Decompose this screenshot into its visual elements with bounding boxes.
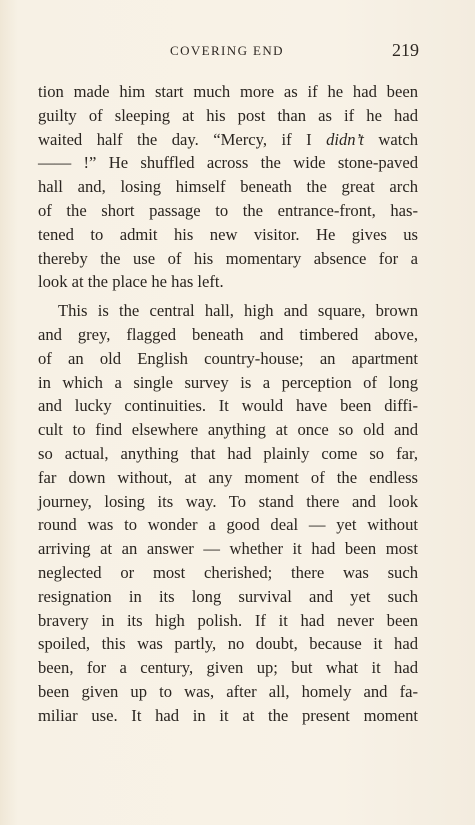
text-line: miliar use. It had in it at the present moment <box>38 705 418 725</box>
text-line: and grey, flagged beneath and timbered above, <box>38 324 418 344</box>
body-text <box>38 80 418 728</box>
text-line: been given up to was, after all, homely and fa- <box>38 681 418 701</box>
text-line: and lucky continuities. It would have been diffi- <box>38 396 418 416</box>
text-line: journey, losing its way. To stand there and look <box>38 491 418 511</box>
text-line: been, for a century, given up; but what it had <box>38 658 418 678</box>
text-line: far down without, at any moment of the endless <box>38 467 418 487</box>
text-line: round was to wonder a good deal — yet without <box>38 515 418 535</box>
text-line: so actual, anything that had plainly come so far, <box>38 443 418 463</box>
text-line: bravery in its high polish. If it had never been <box>38 610 418 630</box>
text-line: waited half the day. “Mercy, if I didn’t watch <box>38 129 418 149</box>
running-title: COVERING END <box>170 43 284 58</box>
text-line: resignation in its long survival and yet such <box>38 586 418 606</box>
text-line: of an old English country-house; an apartment <box>38 348 418 368</box>
text-line: —— !” He shuffled across the wide stone-paved <box>38 153 418 173</box>
text-line: guilty of sleeping at his post than as if he had <box>38 105 418 125</box>
text-line: thereby the use of his momentary absence for a <box>38 248 418 268</box>
text-line: spoiled, this was partly, no doubt, because it had <box>38 634 418 654</box>
text-line: tened to admit his new visitor. He gives us <box>38 224 418 244</box>
page-number: 219 <box>392 40 419 60</box>
text-line: arriving at an answer — whether it had been most <box>38 539 418 559</box>
text-line: This is the central hall, high and square, brown <box>58 301 418 321</box>
text-line: neglected or most cherished; there was such <box>38 562 418 582</box>
paragraph-2 <box>38 299 418 727</box>
text-line: hall and, losing himself beneath the great arch <box>38 177 418 197</box>
text-line: of the short passage to the entrance-front, has- <box>38 200 418 220</box>
text-line: tion made him start much more as if he had been <box>38 82 418 101</box>
text-line: look at the place he has left. <box>38 272 224 292</box>
text-line: in which a single survey is a perception of long <box>38 372 418 392</box>
paragraph-1 <box>38 80 418 294</box>
text-line: cult to find elsewhere anything at once so old and <box>38 420 418 440</box>
running-head <box>0 40 475 64</box>
